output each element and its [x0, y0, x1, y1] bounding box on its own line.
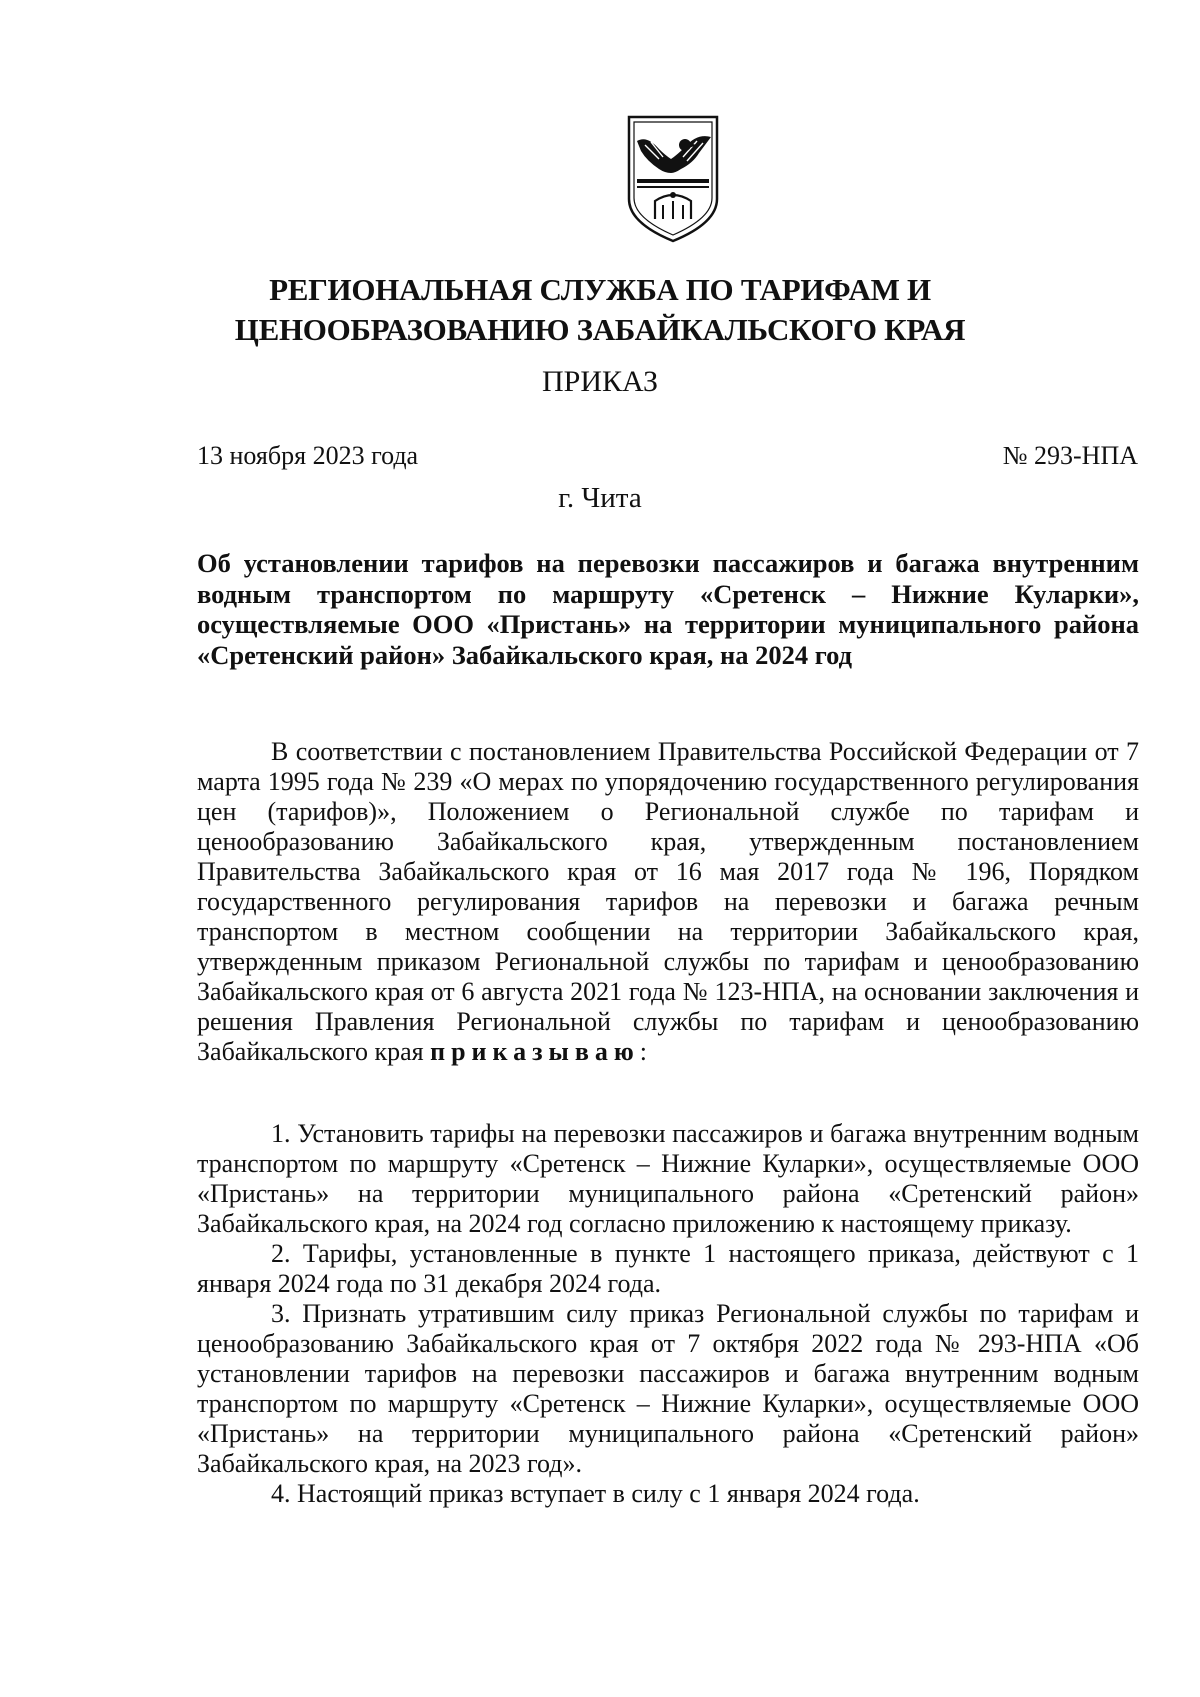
preamble-text: В соответствии с постановлением Правительства Российской Федерации от 7 марта 1995 года № 239 «О мерах по упорядочению государственного регулирования цен (тарифов)», Положением о Региональной службе по тарифам и ценообразованию Забайкальского края, утвержденным постановлением Правительства Забайкальского края от 16 мая 2017 года № 196, Порядком государственного регулирования тарифов на перевозки и багажа речным транспортом в местном сообщении на территории Забайкальского края, утвержденным приказом Региональной службы по тарифам и ценообразованию Забайкальского края от 6 августа 2021 года № 123-НПА, на основании заключения и решения Правления Региональной службы по тарифам и ценообразованию Забайкальского края: [197, 737, 1139, 1066]
document-preamble: [197, 737, 1139, 1067]
order-item-4: 4. Настоящий приказ вступает в силу с 1 января 2024 года.: [271, 1479, 920, 1508]
preamble-end: :: [639, 1037, 647, 1066]
order-item-1: 1. Установить тарифы на перевозки пассажиров и багажа внутренним водным транспортом по маршруту «Сретенск – Нижние Куларки», осуществляемые ООО «Пристань» на территории муниципального района «Сретенский район» Забайкальского края, на 2024 год согласно приложению к настоящему приказу.: [197, 1119, 1139, 1238]
document-type: ПРИКАЗ: [542, 365, 658, 398]
organization-title-line-2: ЦЕНООБРАЗОВАНИЮ ЗАБАЙКАЛЬСКОГО КРАЯ: [234, 312, 966, 347]
organization-title-line-1: РЕГИОНАЛЬНАЯ СЛУЖБА ПО ТАРИФАМ И: [269, 272, 931, 307]
document-subject: Об установлении тарифов на перевозки пассажиров и багажа внутренним водным транспортом по маршруту «Сретенск – Нижние Куларки», осуществляемые ООО «Пристань» на территории муниципального района «Сретенский район» Забайкальского края, на 2024 год: [197, 548, 1139, 670]
order-items: [197, 1119, 1139, 1509]
order-item-3: 3. Признать утратившим силу приказ Региональной службы по тарифам и ценообразованию Забайкальского края от 7 октября 2022 года № 293-НПА «Об установлении тарифов на перевозки пассажиров и багажа внутренним водным транспортом по маршруту «Сретенск – Нижние Куларки», осуществляемые ООО «Пристань» на территории муниципального района «Сретенский район» Забайкальского края, на 2023 год».: [197, 1299, 1139, 1478]
organization-title: [150, 270, 1050, 350]
document-city: г. Чита: [558, 482, 642, 514]
coat-of-arms-icon: [625, 115, 721, 243]
document-date: 13 ноября 2023 года: [197, 441, 419, 470]
document-number: № 293-НПА: [1002, 441, 1138, 470]
order-item-2: 2. Тарифы, установленные в пункте 1 настоящего приказа, действуют с 1 января 2024 года по 31 декабря 2024 года.: [197, 1239, 1139, 1298]
order-word: приказываю: [430, 1037, 640, 1066]
